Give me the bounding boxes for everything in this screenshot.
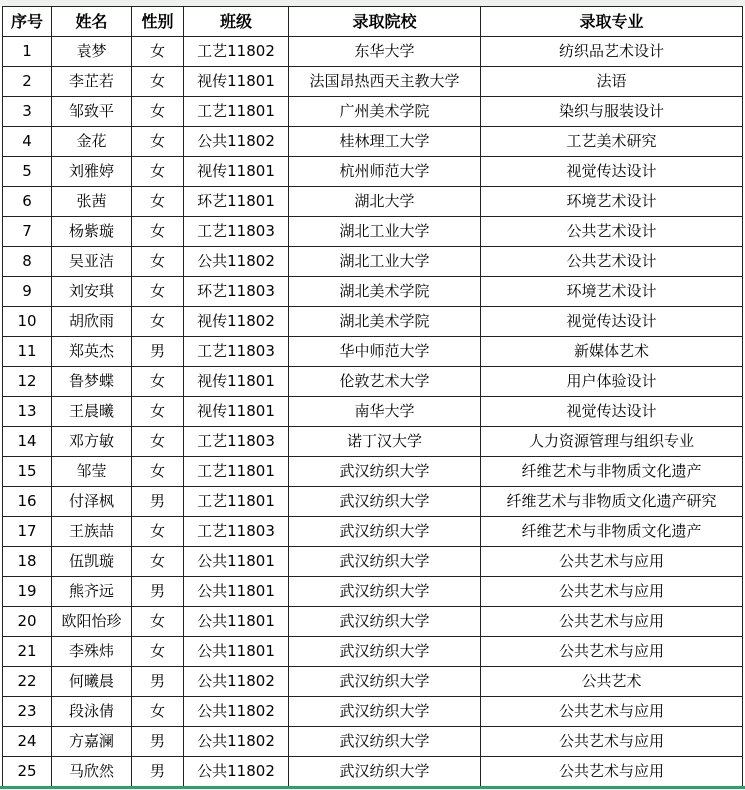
cell-col-name: 邹致平: [52, 97, 132, 127]
table-row: [3, 217, 743, 247]
cell-col-major: 视觉传达设计: [481, 157, 743, 187]
cell-col-gender: 女: [132, 97, 184, 127]
cell-col-class: 工艺11803: [184, 427, 289, 457]
table-row: [3, 187, 743, 217]
cell-col-school: 杭州师范大学: [289, 157, 481, 187]
cell-col-school: 武汉纺织大学: [289, 667, 481, 697]
cell-col-class: 工艺11802: [184, 37, 289, 67]
header-col-name: 姓名: [52, 7, 132, 37]
header-col-index: 序号: [3, 7, 52, 37]
cell-col-name: 方嘉澜: [52, 727, 132, 757]
cell-col-index: 22: [3, 667, 52, 697]
cell-col-class: 公共11801: [184, 577, 289, 607]
table-row: [3, 277, 743, 307]
cell-col-name: 金花: [52, 127, 132, 157]
cell-col-index: 16: [3, 487, 52, 517]
cell-col-school: 武汉纺织大学: [289, 697, 481, 727]
header-col-class: 班级: [184, 7, 289, 37]
cell-col-major: 新媒体艺术: [481, 337, 743, 367]
cell-col-major: 公共艺术设计: [481, 217, 743, 247]
table-row: [3, 37, 743, 67]
cell-col-class: 工艺11801: [184, 487, 289, 517]
cell-col-gender: 女: [132, 547, 184, 577]
admission-table: [2, 6, 743, 787]
cell-col-gender: 女: [132, 637, 184, 667]
cell-col-index: 17: [3, 517, 52, 547]
table-row: [3, 727, 743, 757]
cell-col-name: 刘雅婷: [52, 157, 132, 187]
cell-col-gender: 男: [132, 577, 184, 607]
cell-col-name: 杨紫璇: [52, 217, 132, 247]
cell-col-name: 李殊炜: [52, 637, 132, 667]
cell-col-name: 马欣然: [52, 757, 132, 787]
cell-col-school: 武汉纺织大学: [289, 757, 481, 787]
cell-col-class: 公共11802: [184, 757, 289, 787]
cell-col-index: 25: [3, 757, 52, 787]
bottom-border: [0, 786, 745, 789]
cell-col-major: 公共艺术设计: [481, 247, 743, 277]
cell-col-class: 公共11801: [184, 637, 289, 667]
cell-col-index: 21: [3, 637, 52, 667]
cell-col-index: 6: [3, 187, 52, 217]
cell-col-index: 4: [3, 127, 52, 157]
cell-col-school: 武汉纺织大学: [289, 577, 481, 607]
cell-col-index: 8: [3, 247, 52, 277]
cell-col-major: 公共艺术与应用: [481, 547, 743, 577]
cell-col-index: 20: [3, 607, 52, 637]
cell-col-major: 公共艺术与应用: [481, 577, 743, 607]
cell-col-name: 吴亚洁: [52, 247, 132, 277]
cell-col-major: 公共艺术与应用: [481, 607, 743, 637]
cell-col-gender: 女: [132, 37, 184, 67]
cell-col-school: 湖北美术学院: [289, 307, 481, 337]
cell-col-school: 湖北工业大学: [289, 247, 481, 277]
cell-col-index: 10: [3, 307, 52, 337]
cell-col-gender: 女: [132, 217, 184, 247]
cell-col-index: 3: [3, 97, 52, 127]
cell-col-gender: 女: [132, 607, 184, 637]
table-row: [3, 697, 743, 727]
cell-col-major: 环境艺术设计: [481, 187, 743, 217]
cell-col-index: 2: [3, 67, 52, 97]
cell-col-class: 工艺11803: [184, 217, 289, 247]
cell-col-class: 公共11802: [184, 127, 289, 157]
cell-col-index: 11: [3, 337, 52, 367]
cell-col-name: 李芷若: [52, 67, 132, 97]
cell-col-school: 武汉纺织大学: [289, 727, 481, 757]
cell-col-major: 用户体验设计: [481, 367, 743, 397]
cell-col-major: 法语: [481, 67, 743, 97]
cell-col-class: 公共11802: [184, 697, 289, 727]
cell-col-gender: 男: [132, 727, 184, 757]
cell-col-major: 公共艺术与应用: [481, 757, 743, 787]
cell-col-name: 邓方敏: [52, 427, 132, 457]
table-row: [3, 547, 743, 577]
cell-col-gender: 男: [132, 487, 184, 517]
cell-col-name: 王晨曦: [52, 397, 132, 427]
table-row: [3, 247, 743, 277]
cell-col-name: 段泳倩: [52, 697, 132, 727]
table-row: [3, 427, 743, 457]
cell-col-index: 9: [3, 277, 52, 307]
cell-col-major: 视觉传达设计: [481, 307, 743, 337]
cell-col-class: 视传11801: [184, 67, 289, 97]
cell-col-index: 19: [3, 577, 52, 607]
cell-col-name: 郑英杰: [52, 337, 132, 367]
cell-col-school: 伦敦艺术大学: [289, 367, 481, 397]
cell-col-index: 24: [3, 727, 52, 757]
cell-col-gender: 女: [132, 127, 184, 157]
cell-col-class: 视传11802: [184, 307, 289, 337]
cell-col-index: 5: [3, 157, 52, 187]
cell-col-class: 公共11802: [184, 667, 289, 697]
cell-col-school: 东华大学: [289, 37, 481, 67]
table-row: [3, 667, 743, 697]
cell-col-gender: 女: [132, 307, 184, 337]
cell-col-name: 邹莹: [52, 457, 132, 487]
cell-col-class: 公共11802: [184, 727, 289, 757]
cell-col-gender: 女: [132, 697, 184, 727]
cell-col-name: 伍凯璇: [52, 547, 132, 577]
table-row: [3, 307, 743, 337]
cell-col-class: 工艺11803: [184, 517, 289, 547]
cell-col-school: 武汉纺织大学: [289, 487, 481, 517]
cell-col-class: 工艺11801: [184, 97, 289, 127]
cell-col-index: 14: [3, 427, 52, 457]
cell-col-school: 桂林理工大学: [289, 127, 481, 157]
cell-col-name: 张茜: [52, 187, 132, 217]
table-body: [3, 37, 743, 787]
cell-col-index: 15: [3, 457, 52, 487]
cell-col-index: 18: [3, 547, 52, 577]
cell-col-school: 湖北美术学院: [289, 277, 481, 307]
header-col-major: 录取专业: [481, 7, 743, 37]
table-row: [3, 127, 743, 157]
cell-col-name: 何曦晨: [52, 667, 132, 697]
cell-col-class: 公共11802: [184, 247, 289, 277]
table-row: [3, 157, 743, 187]
cell-col-major: 公共艺术与应用: [481, 727, 743, 757]
cell-col-major: 人力资源管理与组织专业: [481, 427, 743, 457]
cell-col-major: 环境艺术设计: [481, 277, 743, 307]
cell-col-name: 熊齐远: [52, 577, 132, 607]
table-row: [3, 397, 743, 427]
cell-col-gender: 女: [132, 277, 184, 307]
cell-col-class: 工艺11801: [184, 457, 289, 487]
cell-col-gender: 女: [132, 157, 184, 187]
cell-col-school: 武汉纺织大学: [289, 547, 481, 577]
cell-col-index: 12: [3, 367, 52, 397]
cell-col-major: 工艺美术研究: [481, 127, 743, 157]
cell-col-school: 武汉纺织大学: [289, 517, 481, 547]
cell-col-class: 公共11801: [184, 547, 289, 577]
cell-col-school: 武汉纺织大学: [289, 637, 481, 667]
cell-col-school: 武汉纺织大学: [289, 457, 481, 487]
cell-col-major: 公共艺术与应用: [481, 697, 743, 727]
cell-col-class: 环艺11801: [184, 187, 289, 217]
table-row: [3, 517, 743, 547]
cell-col-major: 纤维艺术与非物质文化遗产: [481, 517, 743, 547]
table-row: [3, 457, 743, 487]
cell-col-index: 7: [3, 217, 52, 247]
table-row: [3, 67, 743, 97]
cell-col-index: 13: [3, 397, 52, 427]
cell-col-major: 纤维艺术与非物质文化遗产: [481, 457, 743, 487]
cell-col-school: 南华大学: [289, 397, 481, 427]
cell-col-name: 王族喆: [52, 517, 132, 547]
cell-col-name: 欧阳怡珍: [52, 607, 132, 637]
cell-col-school: 湖北工业大学: [289, 217, 481, 247]
cell-col-major: 纤维艺术与非物质文化遗产研究: [481, 487, 743, 517]
header-col-gender: 性别: [132, 7, 184, 37]
cell-col-major: 染织与服装设计: [481, 97, 743, 127]
table-row: [3, 637, 743, 667]
cell-col-name: 刘安琪: [52, 277, 132, 307]
cell-col-name: 胡欣雨: [52, 307, 132, 337]
cell-col-school: 广州美术学院: [289, 97, 481, 127]
cell-col-gender: 女: [132, 427, 184, 457]
cell-col-gender: 女: [132, 517, 184, 547]
cell-col-school: 华中师范大学: [289, 337, 481, 367]
cell-col-class: 视传11801: [184, 157, 289, 187]
cell-col-gender: 女: [132, 247, 184, 277]
cell-col-class: 视传11801: [184, 397, 289, 427]
cell-col-gender: 女: [132, 457, 184, 487]
header-row: [3, 7, 743, 37]
cell-col-class: 视传11801: [184, 367, 289, 397]
cell-col-school: 诺丁汉大学: [289, 427, 481, 457]
cell-col-gender: 男: [132, 757, 184, 787]
cell-col-school: 湖北大学: [289, 187, 481, 217]
table-row: [3, 757, 743, 787]
cell-col-name: 袁梦: [52, 37, 132, 67]
cell-col-gender: 女: [132, 367, 184, 397]
cell-col-school: 法国昂热西天主教大学: [289, 67, 481, 97]
cell-col-major: 公共艺术: [481, 667, 743, 697]
cell-col-major: 纺织品艺术设计: [481, 37, 743, 67]
cell-col-gender: 男: [132, 667, 184, 697]
cell-col-index: 23: [3, 697, 52, 727]
cell-col-major: 视觉传达设计: [481, 397, 743, 427]
table-row: [3, 367, 743, 397]
cell-col-class: 公共11801: [184, 607, 289, 637]
table-row: [3, 487, 743, 517]
table-row: [3, 337, 743, 367]
table-row: [3, 607, 743, 637]
cell-col-major: 公共艺术与应用: [481, 637, 743, 667]
cell-col-name: 鲁梦蝶: [52, 367, 132, 397]
cell-col-name: 付泽枫: [52, 487, 132, 517]
cell-col-class: 工艺11803: [184, 337, 289, 367]
cell-col-class: 环艺11803: [184, 277, 289, 307]
header-col-school: 录取院校: [289, 7, 481, 37]
cell-col-index: 1: [3, 37, 52, 67]
cell-col-gender: 女: [132, 187, 184, 217]
cell-col-gender: 女: [132, 397, 184, 427]
cell-col-gender: 女: [132, 67, 184, 97]
table-row: [3, 577, 743, 607]
cell-col-gender: 男: [132, 337, 184, 367]
cell-col-school: 武汉纺织大学: [289, 607, 481, 637]
table-row: [3, 97, 743, 127]
